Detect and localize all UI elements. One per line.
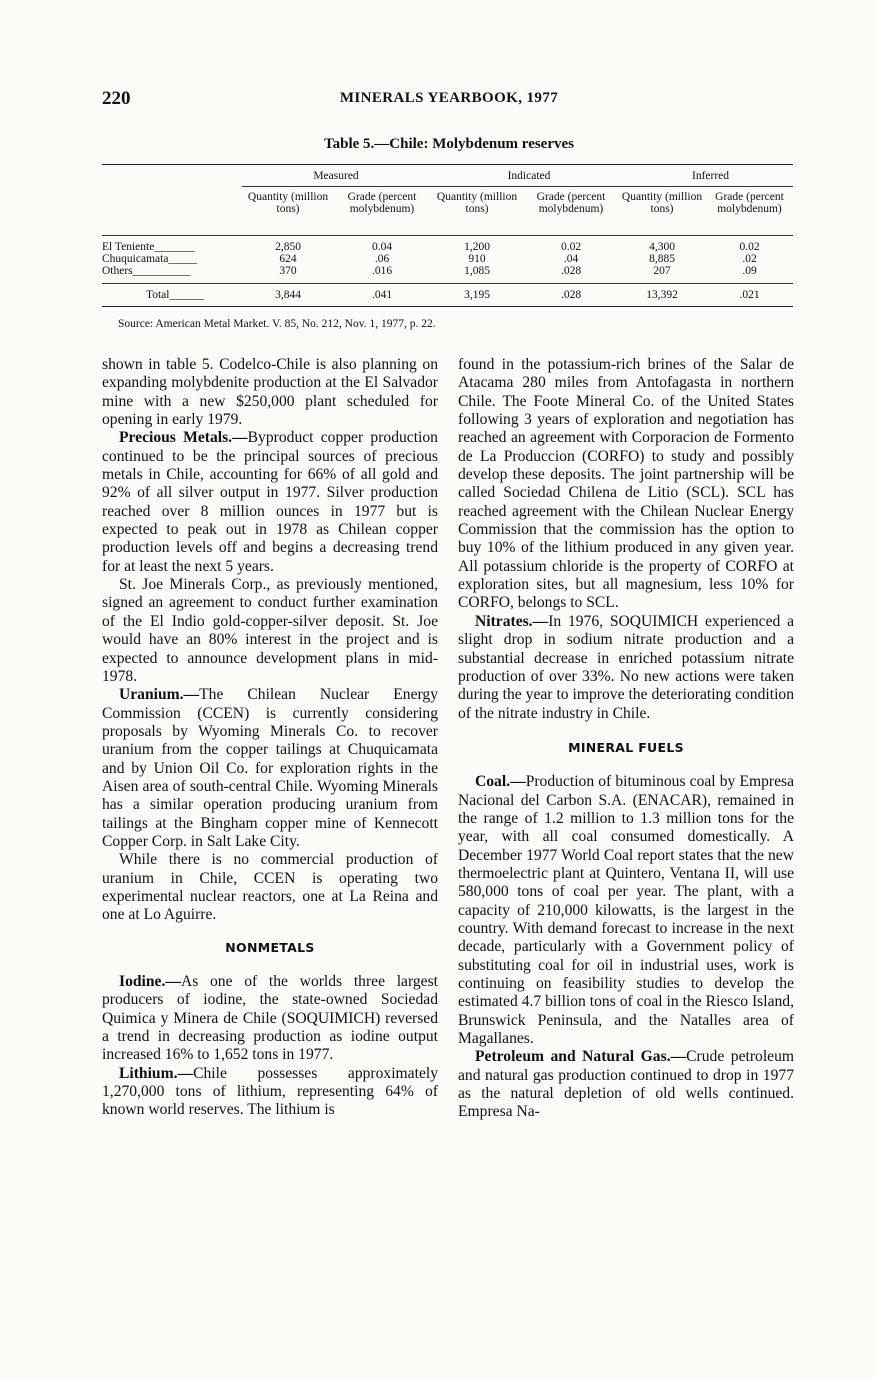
table-row <box>102 265 793 284</box>
table-cell: 2,850 <box>275 241 301 253</box>
table-cell: 13,392 <box>618 284 706 307</box>
paragraph-body: Byproduct copper production continued to be the principal sources of precious metals in Chile, accounting for 66% of all gold and 92% of all silver output in 1977. Silver production reached over 8 million ounces in 1977 but is expected to peak out in 1978 as Chilean copper production levels off and begins a decreasing trend for at least the next 5 years. <box>102 429 438 575</box>
table-cell: 1,085 <box>464 265 490 277</box>
paragraph-body: Crude petroleum and natural gas production continued to drop in 1977 as the natural depletion of old wells continued. Empresa Na- <box>458 1048 795 1121</box>
run-in-heading: Iodine.— <box>119 973 181 990</box>
table-title: Table 5.—Chile: Molybdenum reserves <box>324 136 574 152</box>
column-header: Quantity (million tons) <box>242 187 334 236</box>
table-cell: .028 <box>560 265 582 277</box>
paragraph-body: Chile possesses approximately 1,270,000 tons of lithium, representing 64% of known world reserves. The lithium is <box>102 1064 438 1119</box>
table-source-note: Source: American Metal Market. V. 85, No. 212, Nov. 1, 1977, p. 22. <box>118 318 436 330</box>
section-heading-mineral-fuels: MINERAL FUELS <box>568 739 684 755</box>
run-in-heading: Coal.— <box>475 773 526 791</box>
table-cell: .021 <box>706 284 793 307</box>
run-in-heading: Precious Metals.— <box>119 429 248 447</box>
column-header: Quantity (million tons) <box>618 187 706 236</box>
paragraph <box>458 1048 794 1121</box>
running-title: MINERALS YEARBOOK, 1977 <box>339 90 559 106</box>
table-cell: 0.02 <box>739 241 760 253</box>
paragraph-body: Production of bituminous coal by Empresa Nacional del Carbon S.A. (ENACAR), remained in the range of 1.2 million to 1.3 million tons for the year, with all coal consumed domestically. A December 1977 World Coal report states that the new thermoelectric plant at Quintero, Ventana II, will use 580,000 tons of coal per year. The plant, with a capacity of 210,000 kilowatts, is the largest in the country. With demand forecast to increase in the next decade, particularly with a Government policy of substituting coal for oil in industrial uses, work is continuing on feasibility studies to develop the estimated 4.7 billion tons of coal in the Riesco Island, Brunswick Peninsula, and the Natalles area of Magallanes. <box>458 773 794 1048</box>
table-cell: 0.04 <box>371 241 393 253</box>
table-cell: .06 <box>374 253 390 265</box>
run-in-heading: Uranium.— <box>119 686 200 704</box>
paragraph <box>458 613 794 723</box>
table-cell: 624 <box>279 253 297 265</box>
section-heading-nonmetals: NONMETALS <box>225 939 315 955</box>
paragraph <box>102 973 438 1065</box>
page-number: 220 <box>102 88 131 109</box>
table-cell: .02 <box>742 253 757 265</box>
table-cell: .041 <box>334 284 430 307</box>
run-in-heading: Lithium.— <box>119 1064 194 1082</box>
table-cell: 0.02 <box>560 241 582 253</box>
table-cell: .028 <box>524 284 618 307</box>
table-cell: 4,300 <box>649 241 675 253</box>
table-cell: 1,200 <box>464 241 490 253</box>
table-cell: 3,844 <box>242 284 334 307</box>
molybdenum-reserves-table <box>102 164 793 307</box>
row-label: Chuquicamata_____ <box>102 253 198 265</box>
run-in-heading: Nitrates.— <box>475 612 549 630</box>
paragraph <box>102 429 438 576</box>
column-header: Grade (percent molybdenum) <box>706 187 793 236</box>
table-cell: .09 <box>742 265 757 277</box>
paragraph: St. Joe Minerals Corp., as previously mentioned, signed an agreement to conduct further examination of the El Indio gold-copper-silver deposit. St. Joe would have an 80% interest in the project and is expected to announce development plans in mid-1978. <box>102 576 438 685</box>
page-header <box>102 88 796 112</box>
column-header: Grade (percent molybdenum) <box>334 187 430 236</box>
total-label: Total______ <box>102 284 242 307</box>
column-header: Quantity (million tons) <box>430 187 524 236</box>
table-total-row <box>102 284 793 307</box>
paragraph: shown in table 5. Codelco-Chile is also planning on expanding molybdenite production at the El Salvador mine with a new $250,000 plant scheduled for opening in early 1979. <box>102 356 438 429</box>
table-cell: 910 <box>468 253 486 265</box>
paragraph: found in the potassium-rich brines of the Salar de Atacama 280 miles from Antofagasta in northern Chile. The Foote Mineral Co. of the United States following 3 years of exploration and negotiation has reached an agreement with Corporacion de Formento de La Produccion (CORFO) to study and possibly develop these deposits. The joint partnership will be called Sociedad Chilena de Litio (SCL). SCL has reached agreement with the Chilean Nuclear Energy Commission that the commission has the option to buy 10% of the lithium produced in any given year. All potassium chloride is the property of CORFO at exploration sites, but all magnesium, less 10% for CORFO, belongs to SCL. <box>458 356 794 612</box>
paragraph-body: The Chilean Nuclear Energy Commission (CCEN) is currently considering proposals by Wyoming Minerals Co. to recover uranium from the copper tailings at Chuquicamata and by Union Oil Co. for exploration rights in the Aisen area of south-central Chile. Wyoming Minerals has a similar operation producing uranium from tailings at the Bingham copper mine of Kennecott Copper Corp. in Salt Lake City. <box>102 686 438 850</box>
column-header: Grade (percent molybdenum) <box>524 187 618 236</box>
row-label: El Teniente_______ <box>102 241 195 253</box>
table-corner-sub <box>102 187 242 236</box>
paragraph: While there is no commercial production of uranium in Chile, CCEN is operating two experimental nuclear reactors, one at La Reina and one at Lo Aguirre. <box>102 851 438 924</box>
table-cell: 3,195 <box>430 284 524 307</box>
table-row <box>102 253 793 265</box>
paragraph <box>102 1065 438 1120</box>
table-cell: .04 <box>563 253 579 265</box>
paragraph-body: In 1976, SOQUIMICH experienced a slight drop in sodium nitrate production and a substantial decrease in enriched potassium nitrate production of over 33%. No new actions were taken during the year to improve the deteriorating condition of the nitrate industry in Chile. <box>458 612 794 722</box>
table-cell: 370 <box>279 265 297 277</box>
group-header-inferred: Inferred <box>618 165 793 187</box>
table-cell: 8,885 <box>649 253 675 265</box>
table-cell: 207 <box>653 265 671 277</box>
paragraph-body: As one of the worlds three largest producers of iodine, the state-owned Sociedad Quimica y Minera de Chile (SOQUIMICH) reversed a trend in decreasing production as iodine output increased 16% to 1,652 tons in 1977. <box>102 973 438 1064</box>
group-header-indicated: Indicated <box>430 165 618 187</box>
table-row <box>102 236 793 254</box>
right-column <box>458 356 794 1122</box>
table-corner <box>102 165 242 187</box>
paragraph <box>458 773 794 1048</box>
table-cell: .016 <box>371 265 393 277</box>
paragraph <box>102 686 438 851</box>
group-header-measured: Measured <box>242 165 430 187</box>
left-column <box>102 356 438 1120</box>
row-label: Others__________ <box>102 265 191 277</box>
run-in-heading: Petroleum and Natural Gas.— <box>475 1048 687 1066</box>
